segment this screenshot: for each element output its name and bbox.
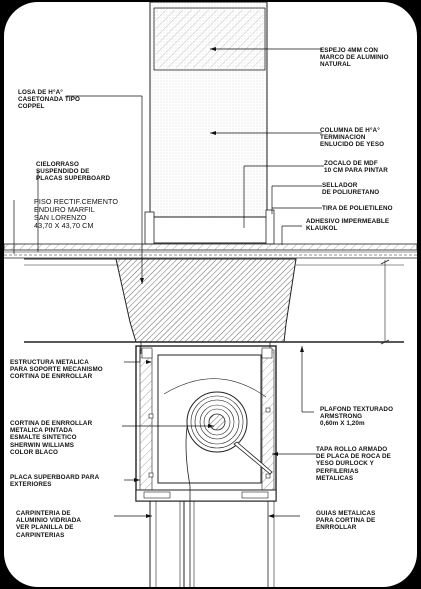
- label-structure: ESTRUCTURA METALICA PARA SOPORTE MECANISMO CORTINA DE ENRROLLAR: [10, 359, 103, 381]
- label-window: CARPINTERIA DE ALUMINIO VIDRIADA VER PLANILLA DE CARPINTERIAS: [16, 510, 82, 539]
- label-ceiling: CIELORRASO SUSPENDIDO DE PLACAS SUPERBOARD: [36, 161, 111, 183]
- label-slab: LOSA DE H°A° CASETONADA TIPO COPPEL: [18, 89, 81, 111]
- drawing-sheet: [4, 2, 417, 587]
- label-mirror: ESPEJO 4MM CON MARCO DE ALUMINIO NATURAL: [320, 47, 389, 69]
- floor-tile: [4, 244, 417, 250]
- label-sealant: SELLADOR DE POLIURETANO: [322, 182, 380, 197]
- label-baseboard: ZOCALO DE MDF 10 CM PARA PINTAR: [324, 160, 388, 175]
- baseboard: [152, 217, 269, 243]
- label-adhesive: ADHESIVO IMPERMEABLE KLAUKOL: [306, 218, 390, 233]
- mirror-glass: [156, 10, 263, 68]
- label-column: COLUMNA DE H°A° TERMINACION ENLUCIDO DE YESO: [320, 127, 385, 149]
- label-guides: GUIAS METALICAS PARA CORTINA DE ENRROLLAR: [316, 510, 376, 532]
- label-floor: PISO RECTIF.CEMENTO ENDURO MARFIL SAN LORENZO 43,70 X 43,70 CM: [34, 197, 119, 230]
- label-superboard: PLACA SUPERBOARD PARA EXTERIORES: [10, 474, 100, 489]
- label-roll-cover: TAPA ROLLO ARMADO DE PLACA DE ROCA DE YESO DURLOCK Y PERFILERIAS METALICAS: [316, 446, 391, 482]
- label-strip: TIRA DE POLIETILENO: [322, 205, 393, 212]
- label-ceiling-panel: PLAFOND TEXTURADO ARMSTRONG 0,60m X 1,20m: [320, 406, 394, 428]
- label-curtain: CORTINA DE ENRROLLAR METALICA PINTADA ESMALTE SINTETICO SHERWIN WILLIAMS COLOR BLACO: [10, 420, 93, 456]
